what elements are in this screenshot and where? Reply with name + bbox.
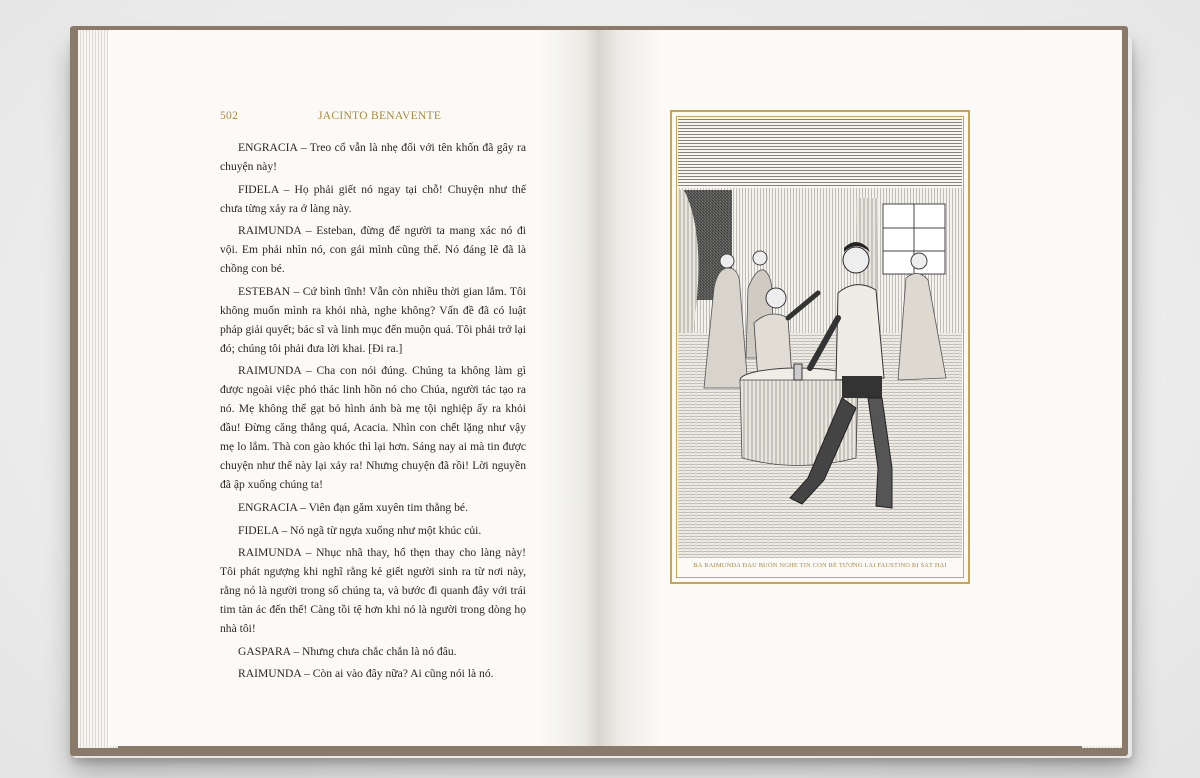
paragraph: RAIMUNDA – Cha con nói đúng. Chúng ta không làm gì được ngoài việc phó thác linh hồn nó cho Chúa, người tác tạo ra nó. Mẹ không thể gạt bỏ hình ảnh bà mẹ tội nghiệp ấy ra khỏi đầu! Đừng căng thẳng quá, Acacia. Nhìn con chết lặng như vậy mẹ lo lắm. Thà con gào khóc thì lại hơn. Sáng nay ai mà tin được chuyện như thế này lại xảy ra! Nhưng chuyện đã rồi! Lời nguyền đã ập xuống chúng ta! xyxy=(220,364,526,492)
paragraph: ENGRACIA – Treo cổ vẫn là nhẹ đối với tên khốn đã gây ra chuyện này! xyxy=(220,141,526,173)
body-text xyxy=(220,138,526,687)
right-page xyxy=(598,30,1122,746)
paragraph: GASPARA – Nhưng chưa chắc chắn là nó đâu. xyxy=(238,644,457,658)
engraving-illustration-icon xyxy=(678,118,962,558)
paragraph: RAIMUNDA – Esteban, đừng để người ta mang xác nó đi vội. Em phải nhìn nó, con gái mình cũng thế. Nó đáng lẽ đã là chồng con bé. xyxy=(220,224,526,276)
paragraph: RAIMUNDA – Còn ai vào đây nữa? Ai cũng nói là nó. xyxy=(238,667,494,681)
paragraph: ESTEBAN – Cứ bình tĩnh! Vẫn còn nhiều thời gian lắm. Tôi không muốn mình ra khỏi nhà, nghe không? Vấn đề đã có luật pháp giải quyết; bác sĩ và linh mục đến muộn quá. Tôi phải trở lại đó; chúng tôi phải đưa lời khai. [Đi ra.] xyxy=(220,284,526,355)
paragraph: FIDELA – Nó ngã từ ngựa xuống như một khúc củi. xyxy=(238,523,482,537)
page-number: 502 xyxy=(220,110,239,122)
paragraph: RAIMUNDA – Nhục nhã thay, hổ thẹn thay cho làng này! Tôi phát ngượng khi nghĩ rằng kẻ giết người sinh ra từ nơi này, rằng nó là người trong số chúng ta, và bước đi quanh đây với trái tim tàn ác đến thế! Càng tồi tệ hơn khi nó là người trong dòng họ nhà tôi! xyxy=(220,546,526,636)
paragraph: FIDELA – Họ phải giết nó ngay tại chỗ! Chuyện như thế chưa từng xảy ra ở làng này. xyxy=(220,182,526,215)
illustration-caption: BÀ RAIMUNDA ĐAU BUỒN NGHE TIN CON RỂ TƯƠNG LAI FAUSTINO BỊ SÁT HẠI xyxy=(693,562,947,569)
illustration-frame xyxy=(670,110,970,584)
running-head-title: JACINTO BENAVENTE xyxy=(318,110,442,122)
left-page xyxy=(108,30,598,746)
paragraph: ENGRACIA – Viên đạn găm xuyên tim thằng bé. xyxy=(238,500,468,514)
